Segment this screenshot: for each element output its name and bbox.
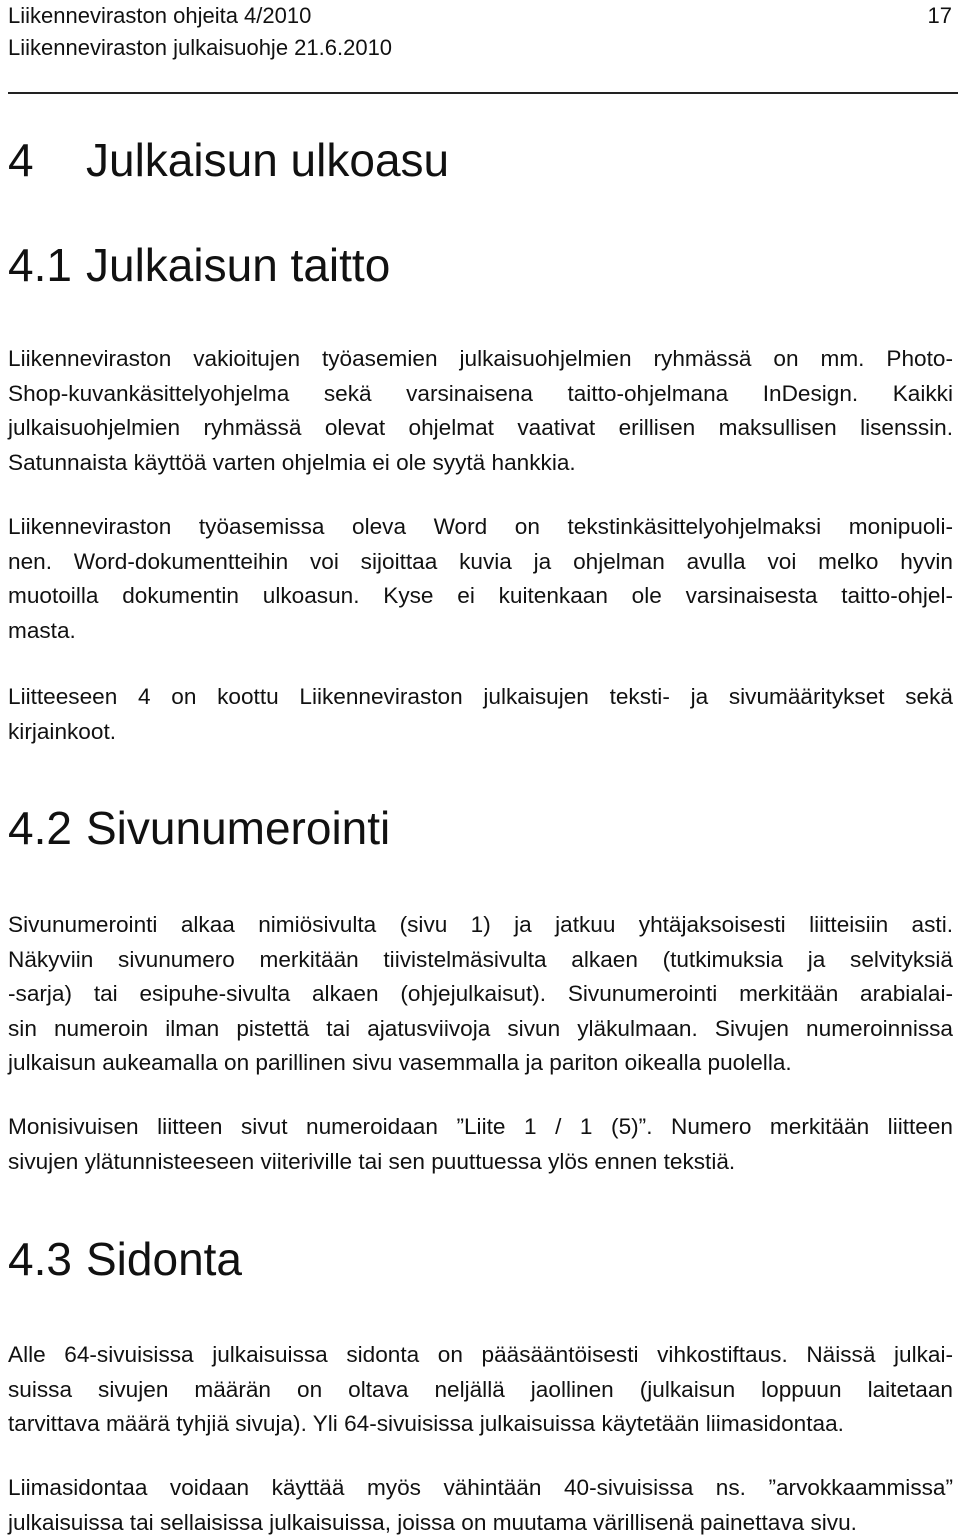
text-line: julkaisuissa tai sellaisissa julkaisuissa, joissa on muutama värillisenä painettava sivu. (8, 1509, 857, 1535)
text-line: Liikenneviraston työasemissa oleva Word on tekstinkäsittelyohjelmaksi monipuoli- (8, 514, 953, 539)
section-heading-4-3 (8, 1233, 243, 1285)
section-title: Julkaisun taitto (86, 239, 391, 291)
text-line: suissa sivujen määrän on oltava neljällä jaollinen (julkaisun loppuun laitetaan (8, 1376, 953, 1402)
paragraph-4-1-1 (8, 342, 953, 480)
text-line: kirjainkoot. (8, 718, 116, 744)
section-heading-4-2 (8, 802, 391, 854)
text-line: Liitteeseen 4 on koottu Liikenneviraston julkaisujen teksti- ja sivumääritykset sekä (8, 684, 953, 709)
text-line: Sivunumerointi alkaa nimiösivulta (sivu 1) ja jatkuu yhtäjaksoisesti liitteisiin asti. (8, 912, 953, 937)
section-number: 4.1 (8, 239, 72, 291)
text-line: sivujen ylätunnisteeseen viiteriville tai sen puuttuessa ylös ennen tekstiä. (8, 1148, 736, 1174)
text-line: Shop-kuvankäsittelyohjelma sekä varsinaisena taitto-ohjelmana InDesign. Kaikki (8, 380, 953, 406)
section-title: Sivunumerointi (86, 802, 391, 854)
text-line: Alle 64-sivuisissa julkaisuissa sidonta on pääsääntöisesti vihkostiftaus. Näissä julkai- (8, 1342, 953, 1367)
text-line: masta. (8, 617, 76, 643)
section-title: Sidonta (86, 1233, 243, 1285)
paragraph-4-3-1 (8, 1338, 953, 1442)
chapter-number: 4 (8, 134, 34, 186)
text-line: julkaisun aukeamalla on parillinen sivu vasemmalla ja pariton oikealla puolella. (8, 1050, 792, 1075)
text-line: Liikenneviraston vakioitujen työasemien julkaisuohjelmien ryhmässä on mm. Photo- (8, 346, 953, 371)
text-line: Liimasidontaa voidaan käyttää myös vähintään 40-sivuisissa ns. ”arvokkaammissa” (8, 1475, 953, 1500)
page-number: 17 (927, 3, 952, 28)
section-number: 4.3 (8, 1233, 72, 1285)
text-line: -sarja) tai esipuhe-sivulta alkaen (ohjejulkaisut). Sivunumerointi merkitään arabialai- (8, 981, 953, 1006)
text-line: Monisivuisen liitteen sivut numeroidaan ”Liite 1 / 1 (5)”. Numero merkitään liitteen (8, 1114, 953, 1139)
text-line: Satunnaista käyttöä varten ohjelmia ei ole syytä hankkia. (8, 449, 576, 475)
section-number: 4.2 (8, 802, 72, 854)
header-document: Liikenneviraston julkaisuohje 21.6.2010 (8, 35, 393, 60)
text-line: tarvittava määrä tyhjiä sivuja). Yli 64-sivuisissa julkaisuissa käytetään liimasidontaa. (8, 1411, 844, 1436)
paragraph-4-1-2 (8, 510, 953, 648)
header-series: Liikenneviraston ohjeita 4/2010 (8, 3, 312, 28)
paragraph-4-2-2 (8, 1110, 953, 1179)
section-heading-4-1 (8, 239, 391, 291)
text-line: julkaisuohjelmien ryhmässä olevat ohjelmat vaativat erillisen maksullisen lisenssin. (8, 415, 953, 440)
chapter-title: Julkaisun ulkoasu (86, 134, 450, 186)
text-line: nen. Word-dokumentteihin voi sijoittaa kuvia ja ohjelman avulla voi melko hyvin (8, 548, 953, 574)
paragraph-4-3-2 (8, 1471, 953, 1540)
chapter-heading (8, 134, 450, 186)
page-header (8, 0, 958, 94)
text-line: sin numeroin ilman pistettä tai ajatusviivoja sivun yläkulmaan. Sivujen numeroinnissa (8, 1015, 953, 1041)
paragraph-4-2-1 (8, 908, 953, 1081)
text-line: muotoilla dokumentin ulkoasun. Kyse ei kuitenkaan ole varsinaisesta taitto-ohjel- (8, 583, 953, 608)
text-line: Näkyviin sivunumero merkitään tiivistelmäsivulta alkaen (tutkimuksia ja selvityksiä (8, 946, 953, 972)
paragraph-4-1-3 (8, 680, 953, 749)
